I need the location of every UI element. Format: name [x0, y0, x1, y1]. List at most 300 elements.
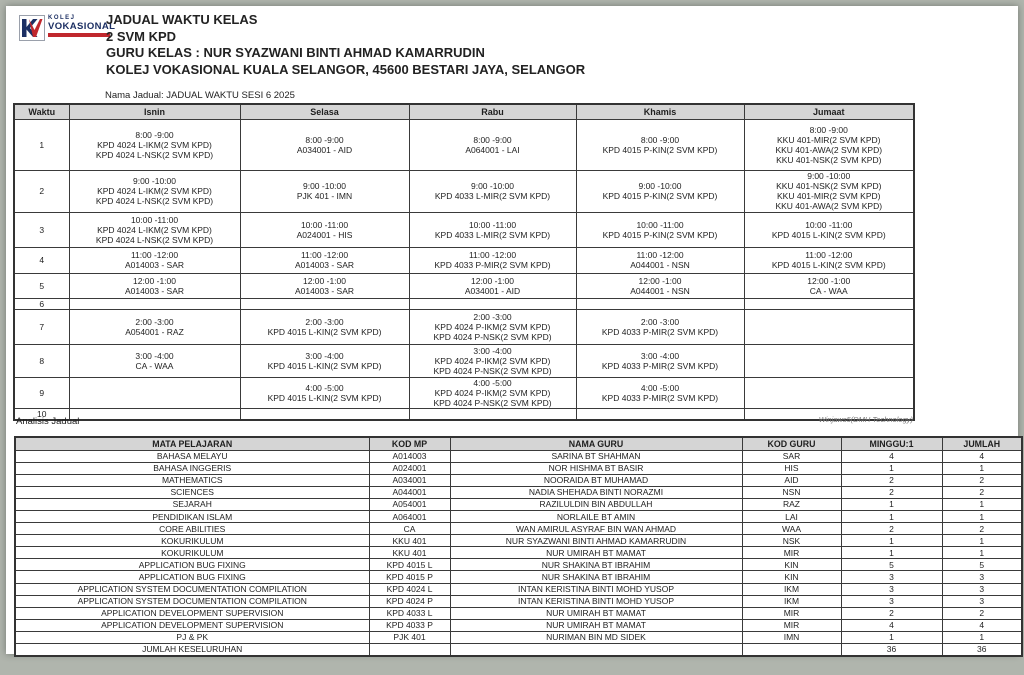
timetable-cell — [240, 344, 409, 377]
subject-name: APPLICATION DEVELOPMENT SUPERVISION — [15, 607, 369, 619]
total-count: 1 — [942, 631, 1022, 643]
timetable-header-waktu: Waktu — [14, 104, 69, 119]
teacher-name: NURIMAN BIN MD SIDEK — [450, 631, 742, 643]
teacher-code: RAZ — [742, 498, 841, 510]
timetable-cell — [744, 212, 914, 247]
week-count: 3 — [841, 583, 942, 595]
timetable-cell — [744, 377, 914, 408]
teacher-code: KIN — [742, 559, 841, 571]
timetable-cell — [69, 212, 240, 247]
document-page — [6, 6, 1018, 654]
class-entry: KPD 4015 L-KIN(2 SVM KPD) — [267, 392, 382, 403]
class-entry: KPD 4024 L-IKM(2 SVM KPD) — [97, 139, 212, 150]
time-range: 11:00 -12:00 — [468, 250, 517, 260]
subject-name: BAHASA INGGERIS — [15, 462, 369, 474]
time-range: 4:00 -5:00 — [305, 382, 344, 393]
subject-code: KPD 4015 P — [369, 571, 450, 583]
week-count: 1 — [841, 510, 942, 522]
teacher-name: RAZILULDIN BIN ABDULLAH — [450, 498, 742, 510]
timetable-cell — [409, 408, 576, 420]
timetable-cell — [69, 247, 240, 273]
timetable-cell — [240, 170, 409, 212]
total-count: 2 — [942, 486, 1022, 498]
teacher-name: NOORAIDA BT MUHAMAD — [450, 474, 742, 486]
timetable-cell — [576, 247, 744, 273]
timetable-body — [14, 119, 914, 420]
timetable-row — [14, 247, 914, 273]
analysis-header-kod-mp: KOD MP — [369, 437, 450, 450]
timetable-cell — [409, 247, 576, 273]
class-entry: KPD 4033 P-MIR(2 SVM KPD) — [434, 260, 551, 270]
timetable-cell — [576, 298, 744, 309]
total-count: 2 — [942, 474, 1022, 486]
timetable-cell — [576, 170, 744, 212]
timetable-cell — [576, 377, 744, 408]
subject-name: APPLICATION SYSTEM DOCUMENTATION COMPILATION — [15, 583, 369, 595]
timetable-cell — [69, 298, 240, 309]
schedule-name: Nama Jadual: JADUAL WAKTU SESI 6 2025 — [105, 90, 295, 101]
analysis-row — [15, 486, 1022, 498]
timetable-row — [14, 212, 914, 247]
subject-code: PJK 401 — [369, 631, 450, 643]
analysis-row — [15, 631, 1022, 643]
logo-line2: VOKASIONAL — [48, 21, 116, 32]
class-entry: KKU 401-MIR(2 SVM KPD) — [777, 134, 881, 145]
analysis-row — [15, 535, 1022, 547]
time-range: 2:00 -3:00 — [305, 316, 344, 327]
total-count: 4 — [942, 619, 1022, 631]
total-count: 1 — [942, 498, 1022, 510]
subject-name: APPLICATION BUG FIXING — [15, 559, 369, 571]
timetable-cell — [240, 309, 409, 344]
total-count: 3 — [942, 595, 1022, 607]
total-count: 3 — [942, 571, 1022, 583]
class-entry: KPD 4015 P-KIN(2 SVM KPD) — [602, 229, 718, 240]
teacher-name: NUR UMIRAH BT MAMAT — [450, 547, 742, 559]
class-entry: KPD 4024 L-NSK(2 SVM KPD) — [95, 196, 214, 206]
timetable-cell — [744, 273, 914, 298]
timetable-cell — [240, 298, 409, 309]
week-count: 2 — [841, 607, 942, 619]
class-entry: KKU 401-AWA(2 SVM KPD) — [775, 144, 883, 155]
subject-code: A024001 — [369, 462, 450, 474]
class-entry: KPD 4024 P-IKM(2 SVM KPD) — [434, 321, 551, 332]
class-entry: KKU 401-MIR(2 SVM KPD) — [777, 191, 881, 201]
week-count: 36 — [841, 644, 942, 656]
teacher-name: NUR SYAZWANI BINTI AHMAD KAMARRUDIN — [450, 535, 742, 547]
teacher-name: INTAN KERISTINA BINTI MOHD YUSOP — [450, 583, 742, 595]
analysis-header-nama-guru: NAMA GURU — [450, 437, 742, 450]
timetable-cell — [409, 119, 576, 170]
teacher-name: WAN AMIRUL ASYRAF BIN WAN AHMAD — [450, 523, 742, 535]
analysis-row — [15, 462, 1022, 474]
teacher-code: HIS — [742, 462, 841, 474]
timetable-cell — [576, 212, 744, 247]
subject-code — [369, 644, 450, 656]
time-range: 12:00 -1:00 — [470, 275, 514, 286]
timetable-cell — [576, 309, 744, 344]
class-entry: A024001 - HIS — [296, 229, 353, 240]
teacher-code: IKM — [742, 583, 841, 595]
timetable-cell — [744, 170, 914, 212]
timetable-header-selasa: Selasa — [240, 104, 409, 119]
class-entry: A014003 - SAR — [294, 260, 355, 270]
analysis-row — [15, 571, 1022, 583]
time-range: 11:00 -12:00 — [300, 250, 349, 260]
teacher-code: MIR — [742, 619, 841, 631]
class-entry: KPD 4015 P-KIN(2 SVM KPD) — [602, 144, 718, 155]
subject-name: KOKURIKULUM — [15, 547, 369, 559]
teacher-code: LAI — [742, 510, 841, 522]
class-entry: A034001 - AID — [296, 144, 353, 155]
teacher-name: NOR HISHMA BT BASIR — [450, 462, 742, 474]
logo-line1: KOLEJ — [48, 15, 76, 21]
analysis-header-mata-pelajaran: MATA PELAJARAN — [15, 437, 369, 450]
document-header — [106, 12, 585, 78]
time-range: 12:00 -1:00 — [807, 275, 851, 286]
subject-code: KPD 4033 P — [369, 619, 450, 631]
timetable-cell — [744, 344, 914, 377]
college-address: KOLEJ VOKASIONAL KUALA SELANGOR, 45600 BESTARI JAYA, SELANGOR — [106, 61, 586, 77]
timetable-header-rabu: Rabu — [409, 104, 576, 119]
analysis-header-minggu-1: MINGGU:1 — [841, 437, 942, 450]
timetable-cell — [69, 309, 240, 344]
total-count: 4 — [942, 450, 1022, 462]
timetable-cell — [744, 309, 914, 344]
subject-name: APPLICATION BUG FIXING — [15, 571, 369, 583]
subject-name: SCIENCES — [15, 486, 369, 498]
total-count: 3 — [942, 583, 1022, 595]
timetable-cell — [576, 273, 744, 298]
time-range: 9:00 -10:00 — [807, 171, 851, 181]
class-entry: KPD 4015 L-KIN(2 SVM KPD) — [771, 260, 886, 270]
subject-name: PENDIDIKAN ISLAM — [15, 510, 369, 522]
subject-code: A064001 — [369, 510, 450, 522]
timetable-cell — [576, 119, 744, 170]
class-entry: KPD 4033 P-MIR(2 SVM KPD) — [601, 326, 719, 337]
total-count: 1 — [942, 547, 1022, 559]
teacher-code: SAR — [742, 450, 841, 462]
timetable-row — [14, 309, 914, 344]
class-entry: A054001 - RAZ — [125, 326, 184, 337]
class-entry: KKU 401-NSK(2 SVM KPD) — [776, 181, 882, 191]
timetable-cell — [69, 119, 240, 170]
time-range: 2:00 -3:00 — [640, 316, 680, 327]
timetable-row — [14, 273, 914, 298]
timetable-cell — [409, 298, 576, 309]
time-range: 12:00 -1:00 — [638, 275, 682, 286]
subject-name: APPLICATION DEVELOPMENT SUPERVISION — [15, 619, 369, 631]
total-count: 1 — [942, 535, 1022, 547]
teacher-code: IMN — [742, 631, 841, 643]
week-count: 1 — [841, 498, 942, 510]
week-count: 4 — [841, 619, 942, 631]
subject-code: KKU 401 — [369, 547, 450, 559]
time-range: 3:00 -4:00 — [305, 350, 344, 361]
teacher-name: SARINA BT SHAHMAN — [450, 450, 742, 462]
class-entry: KPD 4024 L-IKM(2 SVM KPD) — [97, 224, 212, 235]
class-entry: KPD 4024 P-NSK(2 SVM KPD) — [433, 331, 552, 342]
subject-code: KPD 4015 L — [369, 559, 450, 571]
class-entry: KPD 4033 L-MIR(2 SVM KPD) — [434, 191, 551, 201]
subject-code: A044001 — [369, 486, 450, 498]
timetable-cell — [240, 212, 409, 247]
page-title: JADUAL WAKTU KELAS — [106, 12, 258, 27]
analysis-row — [15, 644, 1022, 656]
teacher-name: NUR UMIRAH BT MAMAT — [450, 607, 742, 619]
timetable-row — [14, 344, 914, 377]
timetable-cell — [409, 377, 576, 408]
subject-code: A034001 — [369, 474, 450, 486]
time-range: 4:00 -5:00 — [473, 377, 512, 388]
subject-name: SEJARAH — [15, 498, 369, 510]
subject-code: KPD 4033 L — [369, 607, 450, 619]
period-number: 1 — [14, 119, 69, 170]
analysis-row — [15, 583, 1022, 595]
timetable-header-isnin: Isnin — [69, 104, 240, 119]
class-entry: KPD 4015 L-KIN(2 SVM KPD) — [267, 326, 382, 337]
timetable-cell — [240, 377, 409, 408]
logo-red-bar — [48, 33, 110, 37]
period-number: 4 — [14, 247, 69, 273]
timetable-cell — [69, 408, 240, 420]
teacher-code: WAA — [742, 523, 841, 535]
class-entry: KPD 4024 L-IKM(2 SVM KPD) — [97, 186, 212, 196]
teacher-code: MIR — [742, 607, 841, 619]
class-entry: KPD 4024 L-NSK(2 SVM KPD) — [95, 149, 214, 160]
teacher-name: NUR UMIRAH BT MAMAT — [450, 619, 742, 631]
class-entry: PJK 401 - IMN — [296, 191, 353, 201]
analysis-row — [15, 559, 1022, 571]
period-number: 9 — [14, 377, 69, 408]
time-range: 10:00 -11:00 — [130, 214, 179, 225]
week-count: 3 — [841, 595, 942, 607]
period-number: 5 — [14, 273, 69, 298]
class-entry: KPD 4015 P-KIN(2 SVM KPD) — [602, 191, 718, 201]
class-entry: KKU 401-NSK(2 SVM KPD) — [776, 154, 882, 165]
class-timetable — [13, 103, 915, 421]
analysis-row — [15, 523, 1022, 535]
teacher-code: NSK — [742, 535, 841, 547]
analysis-row — [15, 595, 1022, 607]
class-entry: KKU 401-AWA(2 SVM KPD) — [775, 201, 883, 211]
analysis-table — [14, 436, 1023, 657]
class-entry: KPD 4033 P-MIR(2 SVM KPD) — [601, 360, 719, 371]
kv-logo-icon — [19, 15, 45, 41]
time-range: 8:00 -9:00 — [305, 134, 344, 145]
timetable-cell — [409, 273, 576, 298]
timetable-cell — [69, 377, 240, 408]
analysis-header-jumlah: JUMLAH — [942, 437, 1022, 450]
time-range: 10:00 -11:00 — [805, 219, 853, 230]
subject-code: KPD 4024 P — [369, 595, 450, 607]
teacher-name: NUR SHAKINA BT IBRAHIM — [450, 559, 742, 571]
week-count: 2 — [841, 523, 942, 535]
time-range: 8:00 -9:00 — [640, 134, 680, 145]
timetable-cell — [240, 273, 409, 298]
timetable-cell — [69, 344, 240, 377]
time-range: 9:00 -10:00 — [132, 176, 176, 186]
week-count: 4 — [841, 450, 942, 462]
timetable-header-row — [14, 104, 914, 119]
week-count: 1 — [841, 631, 942, 643]
subject-name: APPLICATION SYSTEM DOCUMENTATION COMPILATION — [15, 595, 369, 607]
total-count: 2 — [942, 523, 1022, 535]
class-entry: A044001 - NSN — [630, 260, 690, 270]
software-watermark: Winjaws5(DMH Technology) — [818, 415, 913, 424]
week-count: 3 — [841, 571, 942, 583]
subject-code: CA — [369, 523, 450, 535]
analysis-body — [15, 450, 1022, 656]
timetable-row — [14, 170, 914, 212]
subject-name: MATHEMATICS — [15, 474, 369, 486]
teacher-name: INTAN KERISTINA BINTI MOHD YUSOP — [450, 595, 742, 607]
subject-name: CORE ABILITIES — [15, 523, 369, 535]
timetable-cell — [409, 170, 576, 212]
week-count: 1 — [841, 535, 942, 547]
total-count: 1 — [942, 510, 1022, 522]
timetable-cell — [69, 273, 240, 298]
teacher-name: NORLAILE BT AMIN — [450, 510, 742, 522]
time-range: 2:00 -3:00 — [473, 311, 512, 322]
time-range: 9:00 -10:00 — [638, 181, 682, 191]
subject-code: A014003 — [369, 450, 450, 462]
subject-name: JUMLAH KESELURUHAN — [15, 644, 369, 656]
subject-code: KPD 4024 L — [369, 583, 450, 595]
class-entry: A064001 - LAI — [465, 144, 520, 155]
time-range: 8:00 -9:00 — [473, 134, 512, 145]
time-range: 12:00 -1:00 — [302, 275, 346, 286]
class-entry: A034001 - AID — [464, 285, 521, 296]
period-number: 8 — [14, 344, 69, 377]
period-number: 6 — [14, 298, 69, 309]
teacher-code: AID — [742, 474, 841, 486]
total-count: 36 — [942, 644, 1022, 656]
time-range: 3:00 -4:00 — [640, 350, 680, 361]
week-count: 1 — [841, 547, 942, 559]
time-range: 4:00 -5:00 — [640, 382, 680, 393]
timetable-cell — [240, 247, 409, 273]
week-count: 2 — [841, 486, 942, 498]
class-entry: KPD 4033 L-MIR(2 SVM KPD) — [434, 229, 551, 240]
subject-name: KOKURIKULUM — [15, 535, 369, 547]
week-count: 1 — [841, 462, 942, 474]
time-range: 3:00 -4:00 — [473, 345, 512, 356]
teacher-name — [450, 644, 742, 656]
analysis-section-label: Analisis Jadual — [16, 416, 80, 427]
teacher-code: MIR — [742, 547, 841, 559]
class-entry: KPD 4024 P-IKM(2 SVM KPD) — [434, 387, 551, 398]
period-number: 3 — [14, 212, 69, 247]
period-number: 7 — [14, 309, 69, 344]
time-range: 3:00 -4:00 — [135, 350, 174, 361]
subject-name: BAHASA MELAYU — [15, 450, 369, 462]
teacher-name: NADIA SHEHADA BINTI NORAZMI — [450, 486, 742, 498]
timetable-cell — [240, 119, 409, 170]
period-number: 2 — [14, 170, 69, 212]
analysis-row — [15, 547, 1022, 559]
total-count: 1 — [942, 462, 1022, 474]
teacher-code: NSN — [742, 486, 841, 498]
timetable-row — [14, 119, 914, 170]
timetable-cell — [69, 170, 240, 212]
class-entry: A044001 - NSN — [630, 285, 690, 296]
class-name: 2 SVM KPD — [106, 28, 177, 44]
class-entry: KPD 4033 P-MIR(2 SVM KPD) — [601, 392, 719, 403]
timetable-cell — [744, 247, 914, 273]
timetable-row — [14, 298, 914, 309]
time-range: 10:00 -11:00 — [636, 219, 684, 230]
time-range: 12:00 -1:00 — [132, 275, 176, 286]
class-entry: CA - WAA — [135, 360, 174, 371]
time-range: 11:00 -12:00 — [636, 250, 684, 260]
period-number: 10 — [14, 408, 69, 420]
timetable-cell — [576, 344, 744, 377]
subject-name: PJ & PK — [15, 631, 369, 643]
week-count: 5 — [841, 559, 942, 571]
time-range: 2:00 -3:00 — [135, 316, 174, 327]
timetable-header-jumaat: Jumaat — [744, 104, 914, 119]
class-entry: KPD 4015 L-KIN(2 SVM KPD) — [267, 360, 382, 371]
time-range: 8:00 -9:00 — [135, 129, 174, 140]
total-count: 5 — [942, 559, 1022, 571]
class-entry: KPD 4024 P-NSK(2 SVM KPD) — [433, 365, 552, 376]
time-range: 11:00 -12:00 — [805, 250, 853, 260]
analysis-row — [15, 510, 1022, 522]
timetable-cell — [409, 344, 576, 377]
timetable-row — [14, 377, 914, 408]
timetable-cell — [744, 298, 914, 309]
time-range: 10:00 -11:00 — [300, 219, 349, 230]
time-range: 8:00 -9:00 — [809, 124, 848, 135]
kolej-vokasional-logo — [19, 15, 115, 41]
class-entry: KPD 4024 P-NSK(2 SVM KPD) — [433, 397, 552, 408]
timetable-cell — [744, 119, 914, 170]
time-range: 10:00 -11:00 — [468, 219, 517, 230]
class-entry: CA - WAA — [809, 285, 848, 296]
subject-code: A054001 — [369, 498, 450, 510]
total-count: 2 — [942, 607, 1022, 619]
teacher-name: NUR SHAKINA BT IBRAHIM — [450, 571, 742, 583]
timetable-cell — [240, 408, 409, 420]
analysis-row — [15, 607, 1022, 619]
teacher-code — [742, 644, 841, 656]
time-range: 11:00 -12:00 — [130, 250, 179, 260]
analysis-row — [15, 619, 1022, 631]
teacher-code: KIN — [742, 571, 841, 583]
class-teacher: GURU KELAS : NUR SYAZWANI BINTI AHMAD KAMARRUDIN — [106, 45, 485, 60]
teacher-code: IKM — [742, 595, 841, 607]
subject-code: KKU 401 — [369, 535, 450, 547]
class-entry: A014003 - SAR — [124, 260, 185, 270]
analysis-row — [15, 498, 1022, 510]
timetable-header-khamis: Khamis — [576, 104, 744, 119]
timetable-cell — [409, 212, 576, 247]
analysis-header-kod-guru: KOD GURU — [742, 437, 841, 450]
class-entry: A014003 - SAR — [124, 285, 185, 296]
analysis-row — [15, 474, 1022, 486]
time-range: 9:00 -10:00 — [470, 181, 514, 191]
class-entry: KPD 4015 L-KIN(2 SVM KPD) — [771, 229, 886, 240]
analysis-header-row — [15, 437, 1022, 450]
class-entry: A014003 - SAR — [294, 285, 355, 296]
time-range: 9:00 -10:00 — [302, 181, 346, 191]
class-entry: KPD 4024 L-NSK(2 SVM KPD) — [95, 234, 214, 245]
analysis-row — [15, 450, 1022, 462]
timetable-cell — [409, 309, 576, 344]
class-entry: KPD 4024 P-IKM(2 SVM KPD) — [434, 355, 551, 366]
week-count: 2 — [841, 474, 942, 486]
